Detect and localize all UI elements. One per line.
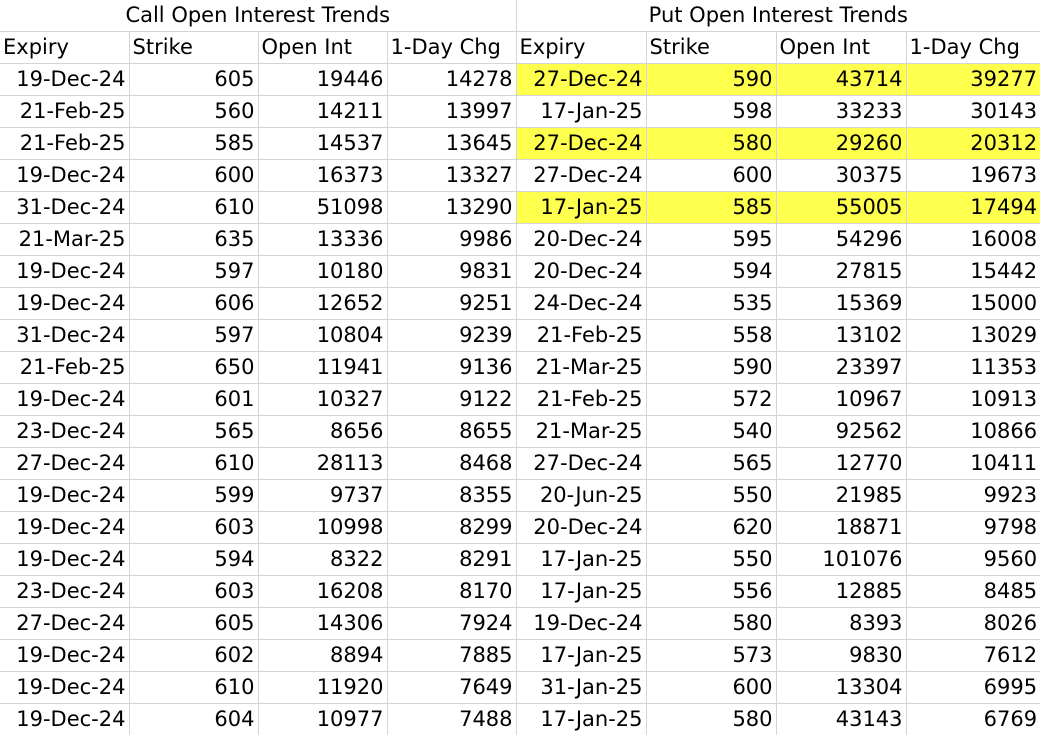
put-expiry-cell[interactable]: 27-Dec-24 bbox=[516, 448, 646, 480]
table-row bbox=[0, 384, 1040, 416]
call-chg-cell[interactable]: 9136 bbox=[387, 352, 516, 384]
put-chg-cell[interactable]: 9560 bbox=[906, 544, 1040, 576]
call-open-int-cell[interactable]: 8322 bbox=[258, 544, 387, 576]
put-chg-cell[interactable]: 9923 bbox=[906, 480, 1040, 512]
call-open-int-cell[interactable]: 16208 bbox=[258, 576, 387, 608]
put-chg-cell[interactable]: 15000 bbox=[906, 288, 1040, 320]
table-row bbox=[0, 704, 1040, 736]
call-chg-cell[interactable]: 8170 bbox=[387, 576, 516, 608]
call-chg-cell[interactable]: 8468 bbox=[387, 448, 516, 480]
call-strike-cell[interactable]: 602 bbox=[129, 640, 258, 672]
put-open-int-cell[interactable]: 13102 bbox=[776, 320, 906, 352]
call-strike-cell[interactable]: 603 bbox=[129, 576, 258, 608]
call-chg-cell[interactable]: 8299 bbox=[387, 512, 516, 544]
call-expiry-cell[interactable]: 19-Dec-24 bbox=[0, 256, 129, 288]
call-strike-cell[interactable]: 610 bbox=[129, 448, 258, 480]
call-open-int-cell[interactable]: 8894 bbox=[258, 640, 387, 672]
call-strike-cell[interactable]: 605 bbox=[129, 64, 258, 96]
call-chg-cell[interactable]: 7649 bbox=[387, 672, 516, 704]
call-chg-cell[interactable]: 13290 bbox=[387, 192, 516, 224]
call-strike-cell[interactable]: 597 bbox=[129, 256, 258, 288]
call-expiry-cell[interactable]: 31-Dec-24 bbox=[0, 192, 129, 224]
put-expiry-cell[interactable]: 27-Dec-24 bbox=[516, 128, 646, 160]
call-open-int-cell[interactable]: 13336 bbox=[258, 224, 387, 256]
call-open-int-cell[interactable]: 14306 bbox=[258, 608, 387, 640]
put-expiry-cell[interactable]: 17-Jan-25 bbox=[516, 96, 646, 128]
call-strike-cell[interactable]: 603 bbox=[129, 512, 258, 544]
put-chg-cell[interactable]: 6769 bbox=[983, 707, 1038, 731]
put-chg-cell[interactable]: 19673 bbox=[906, 160, 1040, 192]
put-strike-cell[interactable]: 590 bbox=[646, 64, 776, 96]
call-open-int-cell[interactable]: 14537 bbox=[258, 128, 387, 160]
put-open-int-cell[interactable]: 55005 bbox=[776, 192, 906, 224]
call-strike-cell[interactable]: 604 bbox=[129, 704, 258, 736]
put-strike-cell[interactable]: 580 bbox=[646, 704, 776, 736]
put-strike-header[interactable]: Strike bbox=[646, 32, 776, 64]
call-open-int-cell[interactable]: 10998 bbox=[258, 512, 387, 544]
put-expiry-cell[interactable]: 20-Dec-24 bbox=[516, 224, 646, 256]
put-open-int-cell[interactable]: 18871 bbox=[776, 512, 906, 544]
call-expiry-cell[interactable]: 19-Dec-24 bbox=[0, 544, 129, 576]
put-expiry-cell[interactable]: 17-Jan-25 bbox=[516, 640, 646, 672]
call-strike-cell[interactable]: 605 bbox=[129, 608, 258, 640]
put-open-int-cell[interactable]: 9830 bbox=[776, 640, 906, 672]
put-chg-cell[interactable]: 30143 bbox=[906, 96, 1040, 128]
call-expiry-cell[interactable]: 23-Dec-24 bbox=[0, 576, 129, 608]
put-open-int-cell[interactable]: 15369 bbox=[776, 288, 906, 320]
put-open-int-cell[interactable]: 21985 bbox=[776, 480, 906, 512]
call-open-int-cell[interactable]: 9737 bbox=[258, 480, 387, 512]
put-chg-cell[interactable]: 13029 bbox=[906, 320, 1040, 352]
table-row bbox=[0, 224, 1040, 256]
put-strike-cell[interactable]: 600 bbox=[646, 672, 776, 704]
put-chg-cell[interactable]: 39277 bbox=[906, 64, 1040, 96]
put-open-int-cell[interactable]: 29260 bbox=[776, 128, 906, 160]
put-open-int-cell[interactable]: 12885 bbox=[776, 576, 906, 608]
call-expiry-header[interactable]: Expiry bbox=[0, 32, 129, 64]
put-expiry-cell[interactable]: 17-Jan-25 bbox=[516, 576, 646, 608]
put-strike-cell[interactable]: 594 bbox=[646, 256, 776, 288]
put-strike-cell[interactable]: 598 bbox=[646, 96, 776, 128]
table-row bbox=[0, 416, 1040, 448]
call-chg-cell[interactable]: 7885 bbox=[387, 640, 516, 672]
call-chg-cell[interactable]: 13327 bbox=[387, 160, 516, 192]
call-expiry-cell[interactable]: 19-Dec-24 bbox=[0, 640, 129, 672]
call-chg-cell[interactable]: 9831 bbox=[387, 256, 516, 288]
put-open-int-cell[interactable]: 12770 bbox=[776, 448, 906, 480]
put-open-int-cell[interactable]: 101076 bbox=[776, 544, 906, 576]
put-expiry-cell[interactable]: 17-Jan-25 bbox=[516, 192, 646, 224]
call-expiry-cell[interactable]: 19-Dec-24 bbox=[0, 672, 129, 704]
put-open-int-cell[interactable]: 27815 bbox=[776, 256, 906, 288]
call-open-int-header[interactable]: Open Int bbox=[258, 32, 387, 64]
put-expiry-cell[interactable]: 20-Jun-25 bbox=[516, 480, 646, 512]
table-row bbox=[0, 288, 1040, 320]
put-open-int-cell[interactable]: 43714 bbox=[776, 64, 906, 96]
call-open-int-cell[interactable]: 14211 bbox=[258, 96, 387, 128]
put-strike-cell[interactable]: 556 bbox=[646, 576, 776, 608]
call-chg-header[interactable]: 1-Day Chg bbox=[387, 32, 516, 64]
call-expiry-cell[interactable]: 19-Dec-24 bbox=[0, 512, 129, 544]
call-strike-cell[interactable]: 594 bbox=[129, 544, 258, 576]
call-expiry-cell[interactable]: 19-Dec-24 bbox=[0, 160, 129, 192]
call-chg-cell[interactable]: 13645 bbox=[387, 128, 516, 160]
call-expiry-cell[interactable]: 19-Dec-24 bbox=[0, 64, 129, 96]
call-open-int-cell[interactable]: 10804 bbox=[258, 320, 387, 352]
call-chg-cell[interactable]: 7924 bbox=[387, 608, 516, 640]
put-open-int-header[interactable]: Open Int bbox=[776, 32, 906, 64]
put-open-int-cell[interactable]: 30375 bbox=[776, 160, 906, 192]
table-row bbox=[0, 64, 1040, 96]
put-chg-header[interactable]: 1-Day Chg bbox=[906, 32, 1040, 64]
table-row bbox=[0, 192, 1040, 224]
put-open-int-cell[interactable]: 92562 bbox=[776, 416, 906, 448]
put-expiry-cell[interactable]: 21-Mar-25 bbox=[516, 352, 646, 384]
call-open-int-cell[interactable]: 11920 bbox=[258, 672, 387, 704]
call-strike-cell[interactable]: 600 bbox=[129, 160, 258, 192]
call-strike-cell[interactable]: 597 bbox=[129, 320, 258, 352]
call-expiry-cell[interactable]: 27-Dec-24 bbox=[0, 608, 129, 640]
put-open-int-cell[interactable]: 10967 bbox=[776, 384, 906, 416]
put-chg-cell[interactable]: 16008 bbox=[906, 224, 1040, 256]
put-chg-cell[interactable]: 8026 bbox=[906, 608, 1040, 640]
call-chg-cell[interactable]: 9122 bbox=[387, 384, 516, 416]
call-chg-cell[interactable]: 8355 bbox=[387, 480, 516, 512]
put-strike-cell[interactable]: 585 bbox=[646, 192, 776, 224]
call-open-int-cell[interactable]: 16373 bbox=[258, 160, 387, 192]
table-row bbox=[0, 544, 1040, 576]
put-open-int-cell[interactable]: 43143 bbox=[776, 704, 906, 736]
put-expiry-cell[interactable]: 17-Jan-25 bbox=[516, 704, 646, 736]
call-open-int-cell[interactable]: 10977 bbox=[258, 704, 387, 736]
put-chg-cell[interactable]: 17494 bbox=[906, 192, 1040, 224]
table-row bbox=[0, 672, 1040, 704]
call-strike-cell[interactable]: 606 bbox=[129, 288, 258, 320]
call-chg-cell[interactable]: 14278 bbox=[387, 64, 516, 96]
call-open-int-cell[interactable]: 10327 bbox=[258, 384, 387, 416]
call-chg-cell[interactable]: 8655 bbox=[387, 416, 516, 448]
put-chg-cell[interactable]: 15442 bbox=[906, 256, 1040, 288]
put-open-int-cell[interactable]: 54296 bbox=[776, 224, 906, 256]
table-row bbox=[0, 160, 1040, 192]
put-open-int-cell[interactable]: 33233 bbox=[776, 96, 906, 128]
table-row bbox=[0, 480, 1040, 512]
call-expiry-cell[interactable]: 19-Dec-24 bbox=[0, 288, 129, 320]
call-strike-header[interactable]: Strike bbox=[129, 32, 258, 64]
put-chg-cell[interactable]: 6995 bbox=[906, 672, 1040, 704]
put-chg-cell[interactable]: 20312 bbox=[906, 128, 1040, 160]
put-strike-cell[interactable]: 573 bbox=[646, 640, 776, 672]
table-row bbox=[0, 352, 1040, 384]
put-open-int-cell[interactable]: 23397 bbox=[776, 352, 906, 384]
put-strike-cell[interactable]: 595 bbox=[646, 224, 776, 256]
put-expiry-cell[interactable]: 31-Jan-25 bbox=[516, 672, 646, 704]
call-strike-cell[interactable]: 635 bbox=[129, 224, 258, 256]
put-title-cell[interactable]: Put Open Interest Trends bbox=[516, 0, 1040, 32]
call-open-int-cell[interactable]: 51098 bbox=[258, 192, 387, 224]
call-strike-cell[interactable]: 650 bbox=[129, 352, 258, 384]
table-row bbox=[0, 96, 1040, 128]
put-strike-cell[interactable]: 565 bbox=[646, 448, 776, 480]
call-strike-cell[interactable]: 585 bbox=[129, 128, 258, 160]
put-chg-cell[interactable]: 8485 bbox=[906, 576, 1040, 608]
table-row bbox=[0, 608, 1040, 640]
call-expiry-cell[interactable]: 21-Feb-25 bbox=[0, 352, 129, 384]
call-open-int-cell[interactable]: 28113 bbox=[258, 448, 387, 480]
put-expiry-cell[interactable]: 27-Dec-24 bbox=[516, 64, 646, 96]
put-expiry-cell[interactable]: 20-Dec-24 bbox=[516, 512, 646, 544]
call-expiry-cell[interactable]: 19-Dec-24 bbox=[0, 384, 129, 416]
put-expiry-header[interactable]: Expiry bbox=[516, 32, 646, 64]
title-row bbox=[0, 0, 1040, 32]
put-strike-cell[interactable]: 590 bbox=[646, 352, 776, 384]
put-open-int-cell[interactable]: 13304 bbox=[776, 672, 906, 704]
call-strike-cell[interactable]: 610 bbox=[129, 192, 258, 224]
call-expiry-cell[interactable]: 21-Mar-25 bbox=[0, 224, 129, 256]
call-chg-cell[interactable]: 7488 bbox=[387, 704, 516, 736]
call-open-int-cell[interactable]: 12652 bbox=[258, 288, 387, 320]
call-title-cell[interactable]: Call Open Interest Trends bbox=[0, 0, 516, 32]
call-strike-cell[interactable]: 601 bbox=[129, 384, 258, 416]
put-expiry-cell[interactable]: 24-Dec-24 bbox=[516, 288, 646, 320]
call-expiry-cell[interactable]: 19-Dec-24 bbox=[0, 480, 129, 512]
put-expiry-cell[interactable]: 17-Jan-25 bbox=[516, 544, 646, 576]
put-expiry-cell[interactable]: 20-Dec-24 bbox=[516, 256, 646, 288]
call-chg-cell[interactable]: 9251 bbox=[387, 288, 516, 320]
call-expiry-cell[interactable]: 31-Dec-24 bbox=[0, 320, 129, 352]
put-expiry-cell[interactable]: 19-Dec-24 bbox=[516, 608, 646, 640]
put-open-int-cell[interactable]: 8393 bbox=[776, 608, 906, 640]
call-open-int-cell[interactable]: 19446 bbox=[258, 64, 387, 96]
put-strike-cell[interactable]: 600 bbox=[646, 160, 776, 192]
call-chg-cell[interactable]: 9239 bbox=[387, 320, 516, 352]
put-strike-cell[interactable]: 580 bbox=[646, 608, 776, 640]
put-strike-cell[interactable]: 550 bbox=[646, 544, 776, 576]
put-strike-cell[interactable]: 540 bbox=[646, 416, 776, 448]
call-expiry-cell[interactable]: 23-Dec-24 bbox=[0, 416, 129, 448]
call-expiry-cell[interactable]: 19-Dec-24 bbox=[0, 704, 129, 736]
table-row bbox=[0, 640, 1040, 672]
table-row bbox=[0, 256, 1040, 288]
table-row bbox=[0, 128, 1040, 160]
put-expiry-cell[interactable]: 21-Feb-25 bbox=[516, 384, 646, 416]
put-chg-cell[interactable]: 11353 bbox=[906, 352, 1040, 384]
call-chg-cell[interactable]: 9986 bbox=[387, 224, 516, 256]
call-open-int-cell[interactable]: 10180 bbox=[258, 256, 387, 288]
call-open-int-cell[interactable]: 11941 bbox=[258, 352, 387, 384]
put-chg-cell[interactable]: 7612 bbox=[906, 640, 1040, 672]
put-strike-cell[interactable]: 580 bbox=[646, 128, 776, 160]
put-chg-cell[interactable]: 10411 bbox=[906, 448, 1040, 480]
call-chg-cell[interactable]: 8291 bbox=[387, 544, 516, 576]
table-row bbox=[0, 576, 1040, 608]
call-strike-cell[interactable]: 565 bbox=[129, 416, 258, 448]
put-chg-cell[interactable]: 10913 bbox=[906, 384, 1040, 416]
header-row bbox=[0, 32, 1040, 64]
put-chg-cell[interactable]: 10866 bbox=[906, 416, 1040, 448]
table-row bbox=[0, 512, 1040, 544]
put-expiry-cell[interactable]: 21-Feb-25 bbox=[516, 320, 646, 352]
call-open-int-cell[interactable]: 8656 bbox=[258, 416, 387, 448]
call-expiry-cell[interactable]: 21-Feb-25 bbox=[0, 96, 129, 128]
call-strike-cell[interactable]: 610 bbox=[129, 672, 258, 704]
put-chg-cell[interactable]: 9798 bbox=[906, 512, 1040, 544]
call-expiry-cell[interactable]: 27-Dec-24 bbox=[0, 448, 129, 480]
put-expiry-cell[interactable]: 21-Mar-25 bbox=[516, 416, 646, 448]
put-strike-cell[interactable]: 620 bbox=[646, 512, 776, 544]
put-strike-cell[interactable]: 572 bbox=[646, 384, 776, 416]
call-chg-cell[interactable]: 13997 bbox=[387, 96, 516, 128]
call-expiry-cell[interactable]: 21-Feb-25 bbox=[0, 128, 129, 160]
call-strike-cell[interactable]: 599 bbox=[129, 480, 258, 512]
table-row bbox=[0, 448, 1040, 480]
put-strike-cell[interactable]: 550 bbox=[646, 480, 776, 512]
put-strike-cell[interactable]: 558 bbox=[646, 320, 776, 352]
table-row bbox=[0, 320, 1040, 352]
put-strike-cell[interactable]: 535 bbox=[646, 288, 776, 320]
put-expiry-cell[interactable]: 27-Dec-24 bbox=[516, 160, 646, 192]
call-strike-cell[interactable]: 560 bbox=[129, 96, 258, 128]
